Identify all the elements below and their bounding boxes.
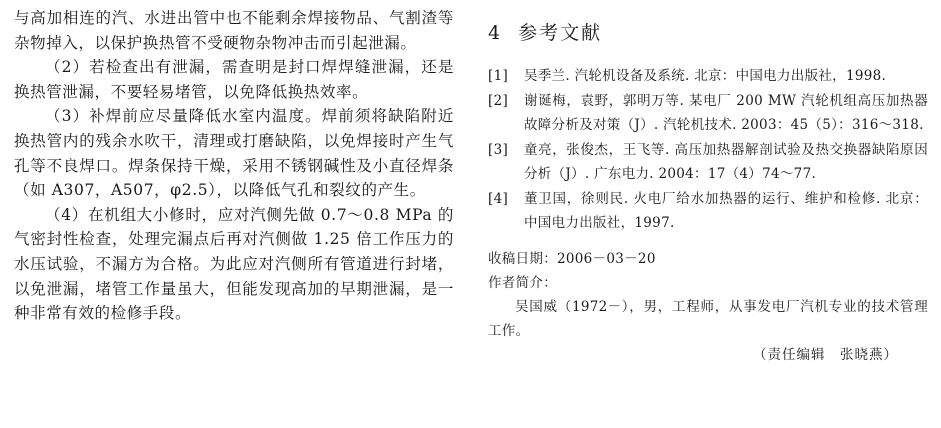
reference-number: [3] [488, 142, 509, 158]
reference-list [488, 64, 928, 235]
references-heading [488, 20, 928, 46]
body-paragraph-3: （3）补焊前应尽量降低水室内温度。焊前须将缺陷附近换热管内的残余水吹干，清理或打磨缺陷，以免焊接时产生气孔等不良焊口。焊条保持干燥，采用不锈钢碱性及小直径焊条（如 A307，A507，φ2.5），以降低气孔和裂纹的产生。 [14, 107, 454, 200]
section-title: 参考文献 [518, 22, 603, 44]
reference-number: [1] [488, 68, 509, 84]
reference-text: 谢诞梅，袁野，郭明万等. 某电厂 200 MW 汽轮机组高压加热器故障分析及对策（J）. 汽轮机技术. 2003：45（5）：316～318. [524, 93, 928, 133]
section-number: 4 [488, 22, 503, 44]
reference-text: 童亮，张俊杰，王飞等. 高压加热器解剖试验及热交换器缺陷原因分析（J）. 广东电力. 2004：17（4）74～77. [524, 142, 928, 182]
author-intro: 吴国威（1972－），男，工程师，从事发电厂汽机专业的技术管理工作。 [488, 299, 928, 339]
reference-item [488, 138, 928, 186]
reference-number: [4] [488, 191, 509, 207]
body-paragraph-4: （4）在机组大小修时，应对汽侧先做 0.7～0.8 MPa 的气密封性检查，处理完漏点后再对汽侧做 1.25 倍工作压力的水压试验，不漏方为合格。为此应对汽侧所有管道进行封堵，以免泄漏，堵管工作量虽大，但能发现高加的早期泄漏，是一种非常有效的检修手段。 [14, 205, 454, 323]
body-paragraph-1: 与高加相连的汽、水进出管中也不能剩余焊接物品、气割渣等杂物掉入，以保护换热管不受硬物杂物冲击而引起泄漏。 [14, 9, 454, 52]
reference-text: 吴季兰. 汽轮机设备及系统. 北京：中国电力出版社，1998. [524, 68, 887, 84]
reference-number: [2] [488, 93, 509, 109]
reference-item [488, 64, 928, 88]
body-paragraph-2: （2）若检查出有泄漏，需查明是封口焊焊缝泄漏，还是换热管泄漏，不要轻易堵管，以免降低换热效率。 [14, 58, 454, 101]
reference-item [488, 89, 928, 137]
right-column [488, 20, 928, 367]
responsible-editor: （责任编辑 张晓燕） [753, 347, 898, 363]
reference-text: 董卫国，徐则民. 火电厂给水加热器的运行、维护和检修. 北京：中国电力出版社，1997. [524, 191, 928, 231]
reference-item [488, 187, 928, 235]
left-column [14, 6, 454, 326]
article-meta [488, 247, 928, 367]
author-intro-label: 作者简介： [488, 275, 557, 291]
received-date: 收稿日期：2006－03－20 [488, 251, 656, 267]
